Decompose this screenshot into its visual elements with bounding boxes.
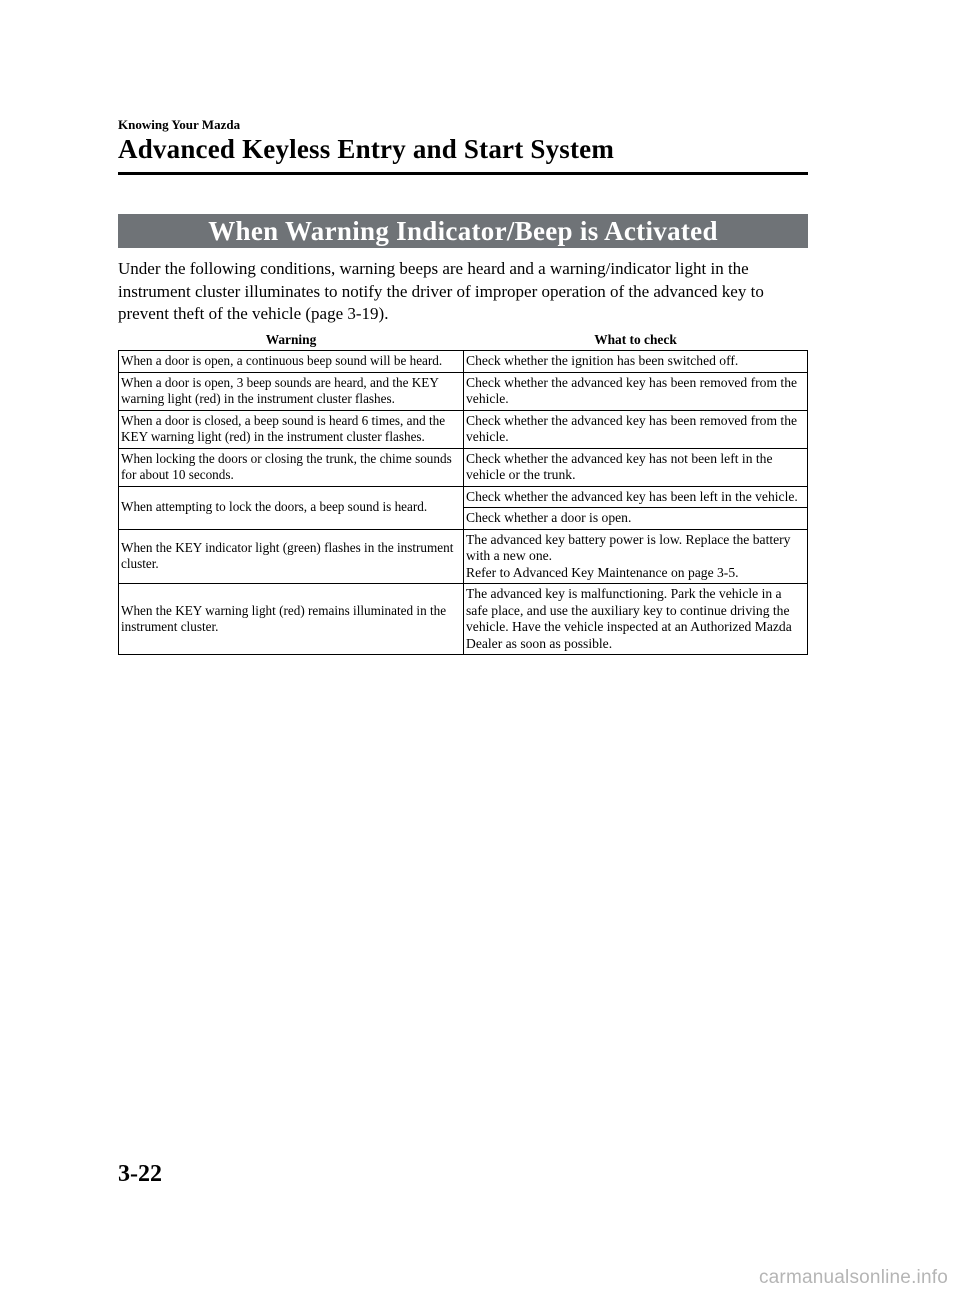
watermark: carmanualsonline.info bbox=[758, 1267, 948, 1288]
warning-cell: When a door is closed, a beep sound is heard 6 times, and the KEY warning light (red) in the instrument cluster flashes. bbox=[119, 410, 464, 448]
check-cell: Check whether the advanced key has not been left in the vehicle or the trunk. bbox=[464, 448, 808, 486]
check-cell: Check whether the advanced key has been left in the vehicle. bbox=[464, 486, 808, 508]
table-row bbox=[119, 448, 808, 486]
warning-cell: When the KEY warning light (red) remains illuminated in the instrument cluster. bbox=[119, 584, 464, 655]
table-row bbox=[119, 372, 808, 410]
title-divider bbox=[118, 172, 808, 175]
table-row bbox=[119, 486, 808, 508]
warning-table bbox=[118, 330, 808, 655]
check-cell: Check whether the advanced key has been removed from the vehicle. bbox=[464, 410, 808, 448]
subsection-banner: When Warning Indicator/Beep is Activated bbox=[118, 214, 808, 248]
table-row bbox=[119, 351, 808, 373]
check-cell: The advanced key battery power is low. Replace the battery with a new one. Refer to Advanced Key Maintenance on page 3-5. bbox=[464, 529, 808, 584]
check-cell: Check whether the advanced key has been removed from the vehicle. bbox=[464, 372, 808, 410]
chapter-label: Knowing Your Mazda bbox=[118, 117, 241, 132]
warning-cell: When the KEY indicator light (green) flashes in the instrument cluster. bbox=[119, 529, 464, 584]
section-title: Advanced Keyless Entry and Start System bbox=[118, 134, 615, 164]
table-body bbox=[119, 351, 808, 655]
check-cell: Check whether a door is open. bbox=[464, 508, 808, 530]
check-cell: The advanced key is malfunctioning. Park the vehicle in a safe place, and use the auxiliary key to continue driving the vehicle. Have the vehicle inspected at an Authorized Mazda Dealer as soon as possible. bbox=[464, 584, 808, 655]
warning-cell: When attempting to lock the doors, a beep sound is heard. bbox=[119, 486, 464, 529]
warning-cell: When a door is open, 3 beep sounds are heard, and the KEY warning light (red) in the instrument cluster flashes. bbox=[119, 372, 464, 410]
column-header-what-to-check: What to check bbox=[464, 330, 808, 351]
check-cell: Check whether the ignition has been switched off. bbox=[464, 351, 808, 373]
page-number: 3-22 bbox=[118, 1161, 162, 1187]
warning-cell: When locking the doors or closing the trunk, the chime sounds for about 10 seconds. bbox=[119, 448, 464, 486]
intro-paragraph: Under the following conditions, warning beeps are heard and a warning/indicator light in the instrument cluster illuminates to notify the driver of improper operation of the advanced key to prevent theft of the vehicle (page 3-19). bbox=[118, 259, 764, 323]
table-row bbox=[119, 410, 808, 448]
table-row bbox=[119, 584, 808, 655]
warning-cell: When a door is open, a continuous beep sound will be heard. bbox=[119, 351, 464, 373]
table-row bbox=[119, 529, 808, 584]
table-header-row bbox=[119, 330, 808, 351]
column-header-warning: Warning bbox=[119, 330, 464, 351]
